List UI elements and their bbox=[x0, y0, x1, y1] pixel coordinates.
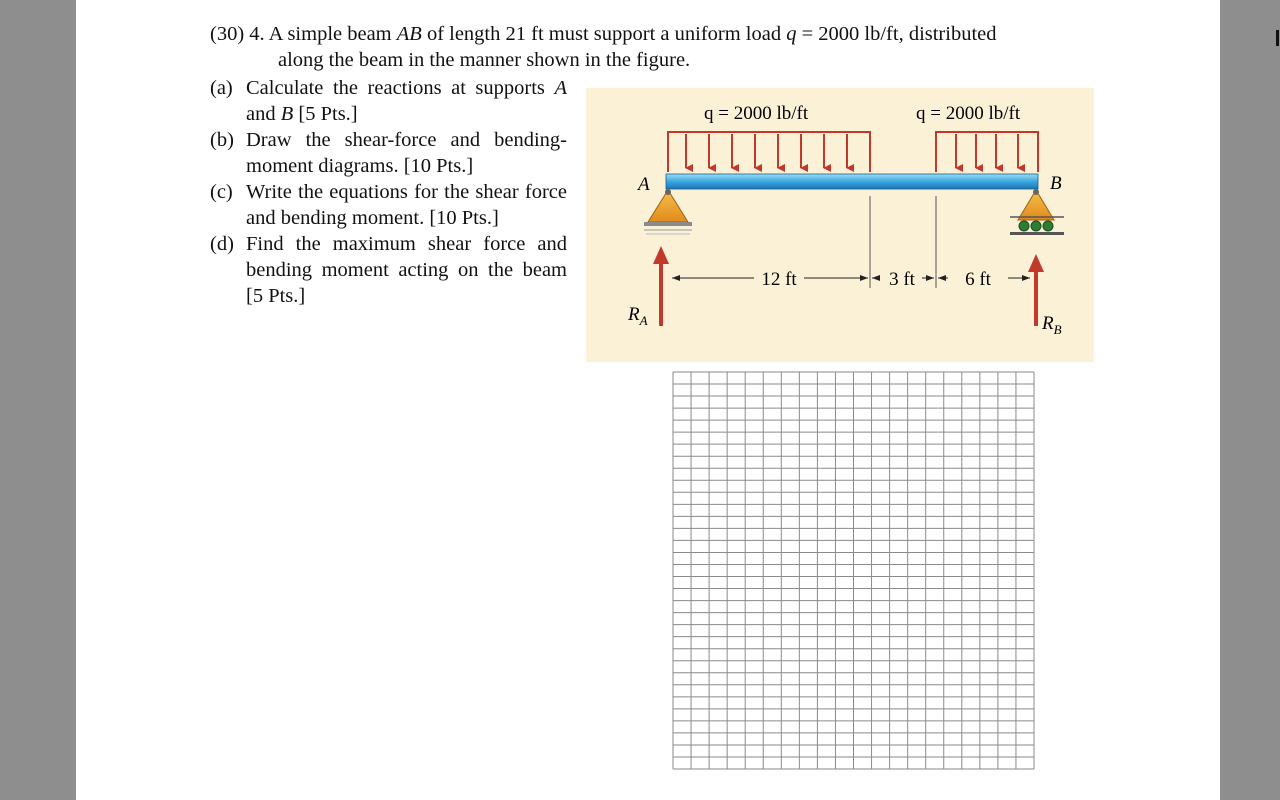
support-b-symbol: B bbox=[280, 103, 294, 125]
reaction-b-subscript: B bbox=[1053, 322, 1062, 337]
left-load-label: q = 2000 lb/ft bbox=[704, 103, 809, 124]
support-b-label: B bbox=[1050, 173, 1062, 194]
question-parts bbox=[210, 75, 567, 309]
problem-line-2: along the beam in the manner shown in the figure. bbox=[278, 48, 691, 71]
beam-name: AB bbox=[396, 23, 422, 45]
part-c-text: Write the equations for the shear force and bending moment. [10 Pts.] bbox=[246, 181, 567, 229]
window-edge-mark bbox=[1276, 30, 1279, 46]
part-a-points: [5 Pts.] bbox=[293, 103, 358, 125]
reaction-a-symbol: R bbox=[628, 304, 640, 325]
beam-figure bbox=[586, 88, 1094, 362]
part-a bbox=[210, 75, 567, 127]
problem-text: of length 21 ft must support a uniform load bbox=[421, 23, 787, 45]
part-c bbox=[210, 179, 567, 231]
problem-number: (30) 4. A simple beam bbox=[210, 23, 397, 45]
part-a-text-main: Calculate the reactions at supports bbox=[246, 77, 555, 99]
part-b bbox=[210, 127, 567, 179]
reaction-a-subscript: A bbox=[639, 313, 648, 328]
right-load-label: q = 2000 lb/ft bbox=[916, 103, 1021, 124]
part-d-label: (d) bbox=[210, 233, 234, 255]
part-c-label: (c) bbox=[210, 181, 233, 203]
dimension-3ft: 3 ft bbox=[889, 269, 915, 290]
part-d-text: Find the maximum shear force and bending moment acting on the beam [5 Pts.] bbox=[246, 233, 567, 307]
problem-line-1 bbox=[210, 22, 997, 48]
dimension-6ft: 6 ft bbox=[965, 269, 991, 290]
load-value-text: = 2000 lb/ft, distributed bbox=[796, 23, 997, 45]
dimension-12ft: 12 ft bbox=[761, 269, 797, 290]
problem-statement bbox=[210, 22, 997, 73]
part-a-text bbox=[246, 75, 567, 127]
beam bbox=[666, 174, 1038, 189]
load-symbol: q bbox=[786, 23, 797, 45]
part-d bbox=[210, 231, 567, 309]
part-a-label: (a) bbox=[210, 77, 233, 99]
part-a-and: and bbox=[246, 103, 281, 125]
part-b-label: (b) bbox=[210, 129, 234, 151]
reaction-b-symbol: R bbox=[1042, 313, 1054, 334]
support-a-label: A bbox=[638, 174, 650, 195]
support-a-symbol: A bbox=[554, 77, 567, 99]
answer-grid bbox=[672, 371, 1035, 770]
part-b-text: Draw the shear-force and bending-moment diagrams. [10 Pts.] bbox=[246, 129, 567, 177]
